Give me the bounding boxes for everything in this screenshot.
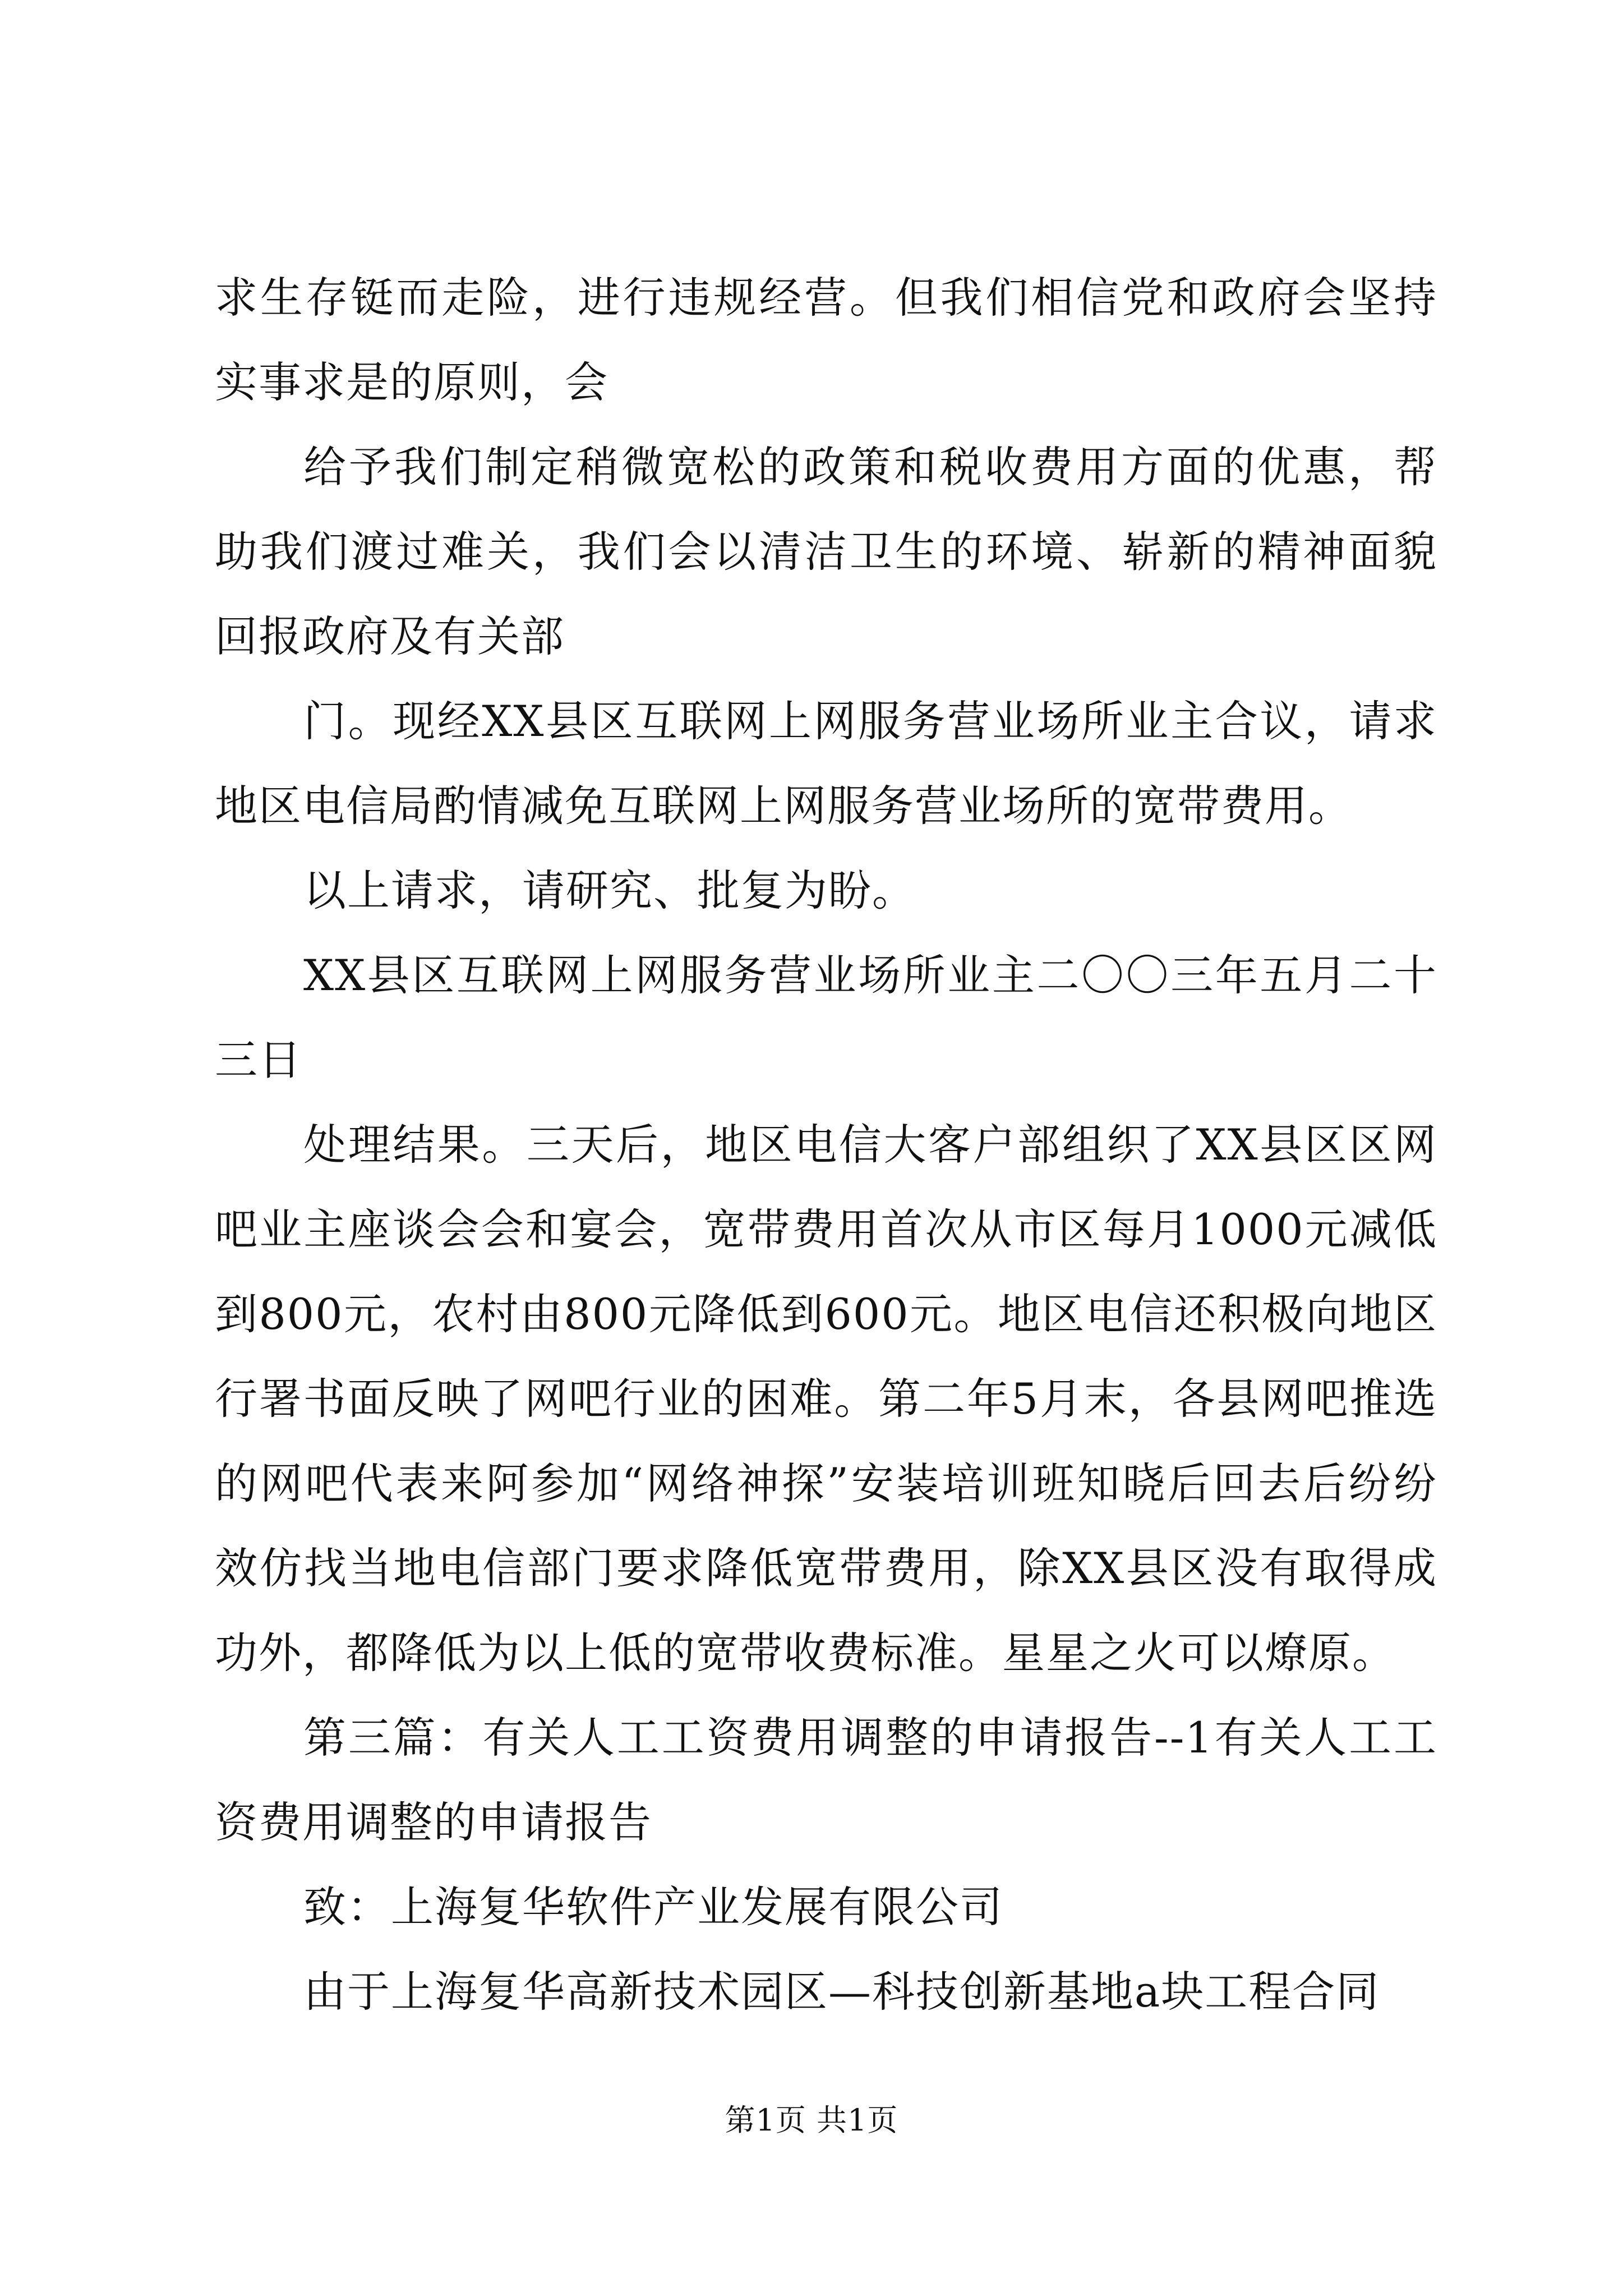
document-body bbox=[215, 255, 1437, 2034]
paragraph-6: 处理结果。三天后，地区电信大客户部组织了XX县区区网吧业主座谈会会和宴会，宽带费用首次从市区每月1000元减低到800元，农村由800元降低到600元。地区电信还积极向地区行署书面反映了网吧行业的困难。第二年5月末，各县网吧推选的网吧代表来阿参加“网络神探”安装培训班知晓后回去后纷纷效仿找当地电信部门要求降低宽带费用，除XX县区没有取得成功外，都降低为以上低的宽带收费标准。星星之火可以燎原。 bbox=[215, 1120, 1437, 1678]
paragraph-3: 门。现经XX县区互联网上网服务营业场所业主合议，请求地区电信局酌情减免互联网上网服务营业场所的宽带费用。 bbox=[215, 696, 1437, 831]
page-footer: 第1页 共1页 bbox=[725, 2102, 898, 2138]
paragraph-1: 求生存铤而走险，进行违规经营。但我们相信党和政府会坚持实事求是的原则，会 bbox=[215, 273, 1437, 407]
paragraph-9: 由于上海复华高新技术园区—科技创新基地a块工程合同 bbox=[303, 1967, 1380, 2017]
paragraph-5: XX县区互联网上网服务营业场所业主二〇〇三年五月二十三日 bbox=[215, 950, 1437, 1085]
paragraph-2: 给予我们制定稍微宽松的政策和税收费用方面的优惠，帮助我们渡过难关，我们会以清洁卫生的环境、崭新的精神面貌回报政府及有关部 bbox=[215, 442, 1437, 661]
paragraph-4: 以上请求，请研究、批复为盼。 bbox=[303, 866, 916, 915]
paragraph-7: 第三篇：有关人工工资费用调整的申请报告--1有关人工工资费用调整的申请报告 bbox=[215, 1713, 1437, 1847]
paragraph-8: 致：上海复华软件产业发展有限公司 bbox=[303, 1882, 1003, 1932]
